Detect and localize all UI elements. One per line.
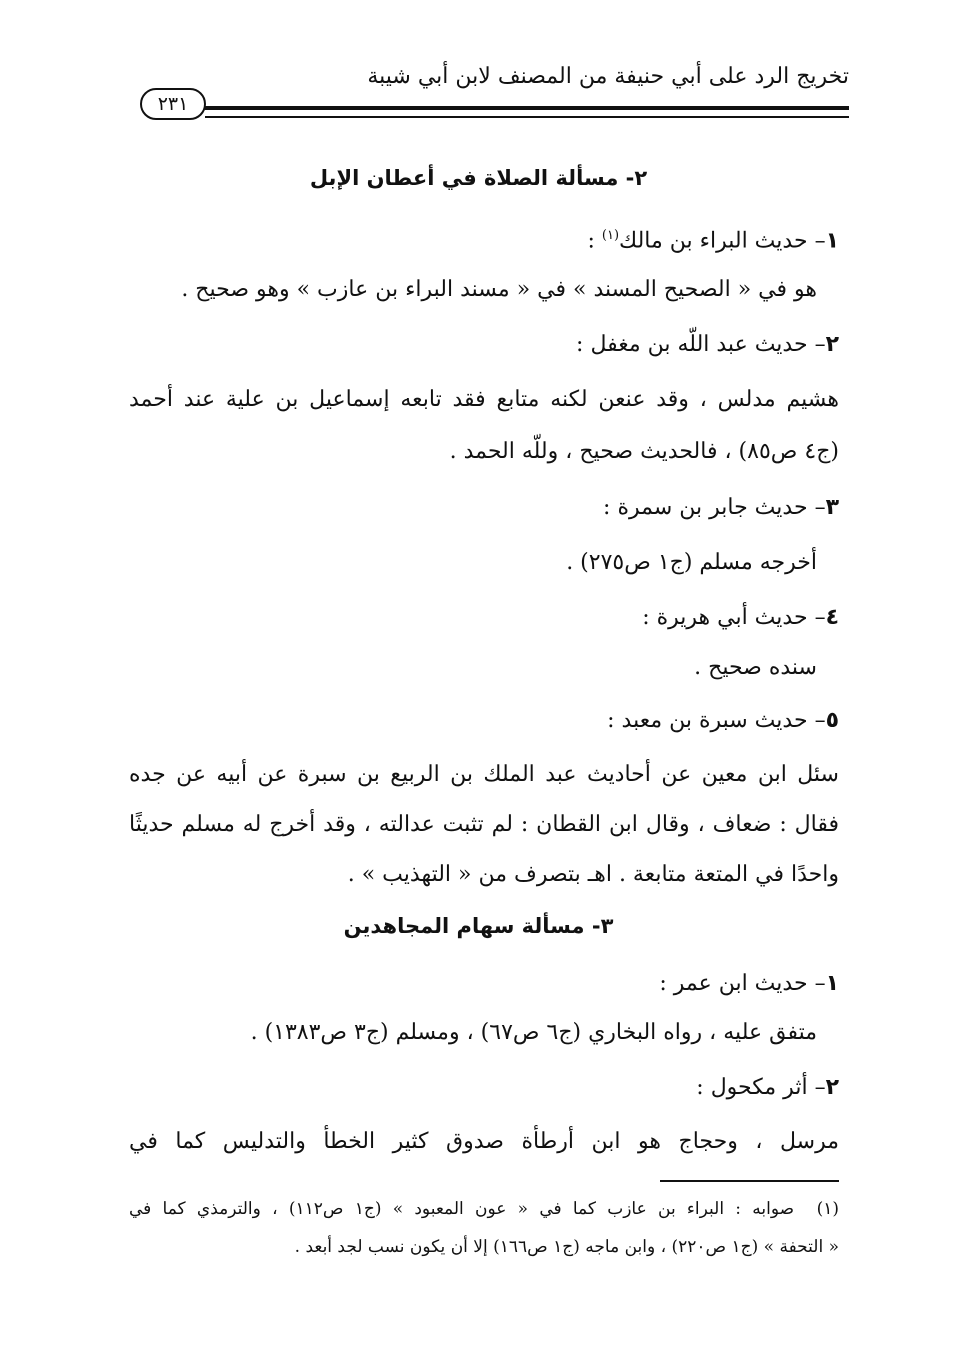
item-number: ٥	[825, 708, 839, 733]
item-number: ٣	[825, 495, 839, 520]
item-title	[129, 218, 839, 259]
item-title-text: حديث سبرة بن معبد :	[607, 708, 808, 733]
item-title-text: حديث ابن عمر :	[659, 971, 808, 996]
item-dash: –	[814, 332, 826, 357]
item-dash: –	[814, 605, 826, 630]
item-colon: :	[587, 228, 602, 254]
item-dash: –	[814, 1075, 826, 1100]
item-number: ٢	[825, 332, 839, 357]
item-text-line: سنده صحيح .	[694, 655, 817, 680]
item-title	[129, 490, 839, 526]
item-dash: –	[814, 495, 826, 520]
running-header: تخريج الرد على أبي حنيفة من المصنف لابن أبي شيبة	[367, 64, 849, 89]
item-title-text: حديث أبي هريرة :	[642, 605, 808, 630]
item-dash: –	[814, 971, 826, 996]
item-text-line: واحدًا في المتعة متابعة . اهـ بتصرف من « التهذيب » .	[347, 862, 839, 887]
page-number-badge: ٢٣١	[140, 88, 206, 120]
item-number: ٤	[825, 605, 839, 630]
item-text-line: متفق عليه ، رواه البخاري (ج٦ ص٦٧) ، ومسلم (ج٣ ص١٣٨٣) .	[250, 1020, 817, 1045]
footnote-reference[interactable]: (١)	[601, 228, 620, 243]
item-title	[129, 1070, 839, 1106]
item-text-line: (ج٤ ص٨٥) ، فالحديث صحيح ، وللّه الحمد .	[449, 439, 839, 464]
item-title-text: أثر مكحول :	[696, 1075, 808, 1100]
item-text-line: فقال : ضعاف ، وقال ابن القطان : لم تثبت عدالته ، وقد أخرج له مسلم حديثًا	[129, 812, 839, 837]
footnote-line	[129, 1194, 839, 1224]
item-number: ١	[825, 971, 839, 996]
item-title	[129, 600, 839, 636]
item-text-line: هشيم مدلس ، وقد عنعن لكنه متابع فقد تابعه إسماعيل بن علية عند أحمد	[129, 387, 839, 412]
item-text-line: هو في « الصحيح المسند » في « مسند البراء بن عازب » وهو صحيح .	[181, 277, 817, 302]
item-dash: –	[814, 708, 826, 733]
item-number: ١	[825, 228, 839, 254]
section-heading: ٣- مسألة سهام المجاهدين	[343, 914, 614, 938]
footnote-separator	[660, 1180, 839, 1182]
footnote-marker: (١)	[816, 1199, 839, 1219]
item-text-line: مرسل ، وحجاج هو ابن أرطأة صدوق كثير الخطأ والتدليس كما في	[129, 1129, 839, 1154]
item-title-text: حديث عبد اللّه بن مغفل :	[576, 332, 808, 357]
footnote-text: صوابه : البراء بن عازب كما في « عون المعبود » (ج١ ص١١٢) ، والترمذي كما في	[129, 1199, 795, 1219]
header-rule-thick	[205, 106, 849, 110]
item-title-text: حديث البراء بن مالك	[619, 228, 808, 254]
header-rule-thin	[205, 116, 849, 118]
item-title	[129, 966, 839, 1002]
section-heading: ٢- مسألة الصلاة في أعطان الإبل	[309, 166, 648, 190]
item-number: ٢	[825, 1075, 839, 1100]
item-text-line: سئل ابن معين عن أحاديث عبد الملك بن الربيع بن سبرة عن أبيه عن جده	[129, 762, 839, 787]
item-title	[129, 327, 839, 363]
item-text-line: أخرجه مسلم (ج١ ص٢٧٥) .	[566, 550, 817, 575]
item-dash: –	[814, 228, 826, 254]
item-title	[129, 703, 839, 739]
item-title-text: حديث جابر بن سمرة :	[603, 495, 808, 520]
footnote-line: « التحفة » (ج١ ص٢٢٠) ، وابن ماجه (ج١ ص١٦٦) إلا أن يكون نسب لجد أبعد .	[294, 1237, 839, 1257]
